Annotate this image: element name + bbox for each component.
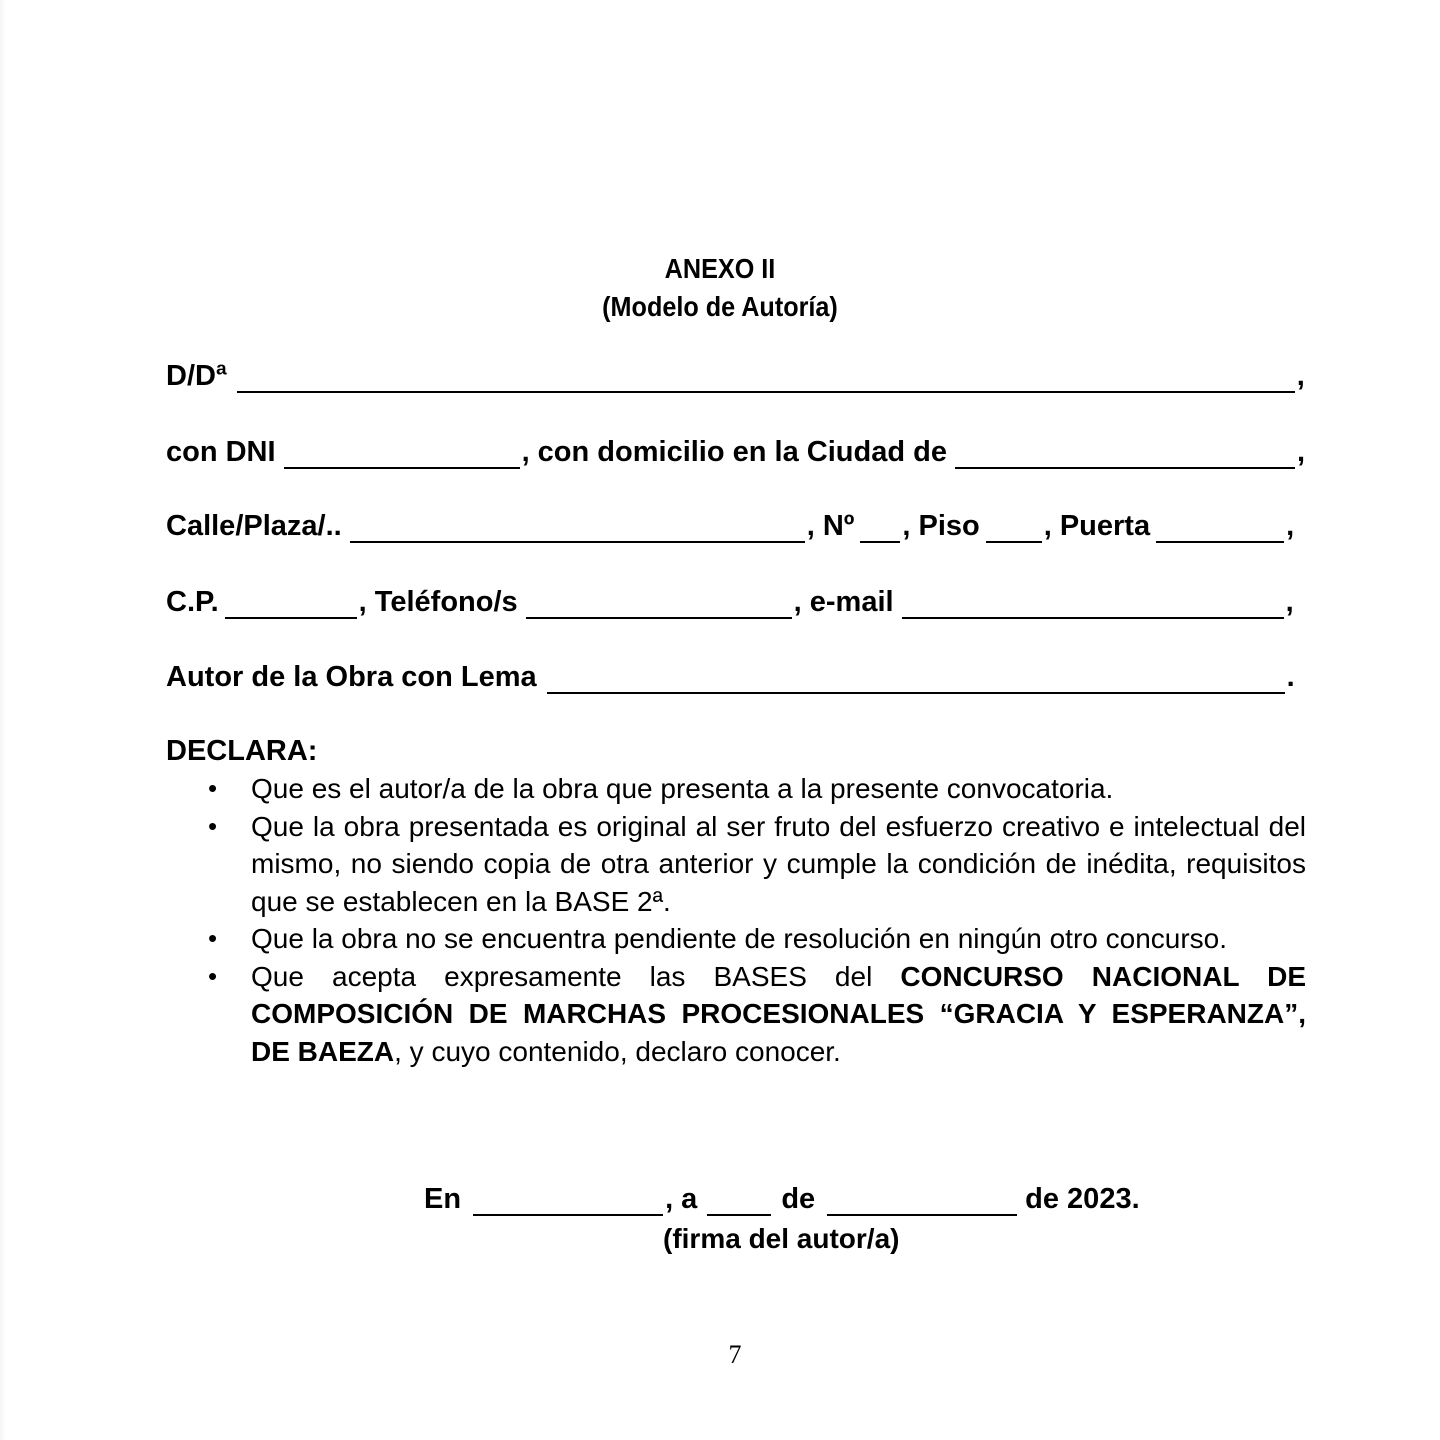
declaration-text: Que la obra no se encuentra pendiente de resolución en ningún otro concurso.: [251, 923, 1228, 954]
declaration-list: [166, 770, 1306, 1070]
floor-blank[interactable]: [986, 511, 1042, 543]
place-blank[interactable]: [473, 1184, 663, 1216]
dni-city-line: [166, 429, 1310, 469]
door-blank[interactable]: [1156, 511, 1284, 543]
dni-city-line-end: ,: [1296, 436, 1306, 468]
phone-blank[interactable]: [526, 587, 792, 619]
name-blank[interactable]: [237, 361, 1295, 393]
contact-line-end: ,: [1285, 586, 1294, 618]
city-label: , con domicilio en la Ciudad de: [521, 436, 947, 468]
address-line-end: ,: [1286, 510, 1295, 542]
declaration-item: [166, 958, 1306, 1071]
postal-code-label: C.P.: [166, 586, 219, 618]
declaration-text-end: , y cuyo contenido, declaro conocer.: [394, 1035, 841, 1067]
declara-heading: DECLARA:: [166, 735, 318, 767]
number-blank[interactable]: [860, 511, 900, 543]
name-label: D/Dª: [166, 360, 227, 392]
page-edge-left: [0, 0, 6, 1440]
street-blank[interactable]: [350, 511, 805, 543]
contest-name: CONCURSO NACIONAL DE COMPOSICIÓN DE MARCHAS PROCESIONALES “GRACIA Y ESPERANZA”, DE BAEZA: [251, 960, 1307, 1067]
document-title: [72, 250, 1368, 326]
postal-code-blank[interactable]: [225, 587, 357, 619]
phone-label: , Teléfono/s: [358, 586, 518, 618]
declaration-text: Que acepta expresamente las BASES del: [251, 960, 901, 992]
signature-date-line: [424, 1183, 1140, 1216]
declaration-item: [166, 770, 1306, 808]
declaration-item: [166, 920, 1306, 958]
declaration-text: Que es el autor/a de la obra que presenta a la presente convocatoria.: [251, 773, 1114, 804]
declaration-text: Que la obra presentada es original al ser fruto del esfuerzo creativo e intelectual del mismo, no siendo copia de otra anterior y cumple la condición de inédita, requisitos que se establecen en la BASE 2ª.: [251, 810, 1306, 917]
email-blank[interactable]: [902, 587, 1284, 619]
address-line: [166, 503, 1310, 543]
day-blank[interactable]: [707, 1184, 771, 1216]
day-label: , a: [665, 1183, 698, 1215]
declaration-item: [166, 808, 1306, 921]
motto-line: [166, 654, 1310, 694]
year-label: de 2023.: [1025, 1183, 1140, 1215]
bullet-icon: •: [208, 923, 218, 953]
page-number: 7: [728, 1340, 742, 1369]
motto-blank[interactable]: [547, 662, 1285, 694]
annex-title: ANEXO II: [664, 253, 776, 284]
signature-caption: (firma del autor/a): [663, 1223, 900, 1254]
street-label: Calle/Plaza/..: [166, 510, 342, 542]
number-label: , Nº: [806, 510, 855, 542]
place-label: En: [424, 1183, 462, 1215]
dni-label: con DNI: [166, 436, 276, 468]
bullet-icon: •: [208, 960, 218, 991]
door-label: , Puerta: [1043, 510, 1151, 542]
contact-line: [166, 579, 1310, 619]
month-label: de: [781, 1183, 816, 1215]
floor-label: , Piso: [902, 510, 980, 542]
motto-line-end: .: [1286, 661, 1295, 693]
email-label: , e-mail: [793, 586, 894, 618]
name-line-end: ,: [1296, 360, 1305, 392]
motto-label: Autor de la Obra con Lema: [166, 661, 537, 693]
name-line: [166, 353, 1310, 393]
city-blank[interactable]: [955, 437, 1295, 469]
bullet-icon: •: [208, 773, 218, 803]
bullet-icon: •: [208, 810, 218, 841]
month-blank[interactable]: [827, 1184, 1017, 1216]
dni-blank[interactable]: [284, 437, 520, 469]
annex-subtitle: (Modelo de Autoría): [602, 291, 838, 322]
